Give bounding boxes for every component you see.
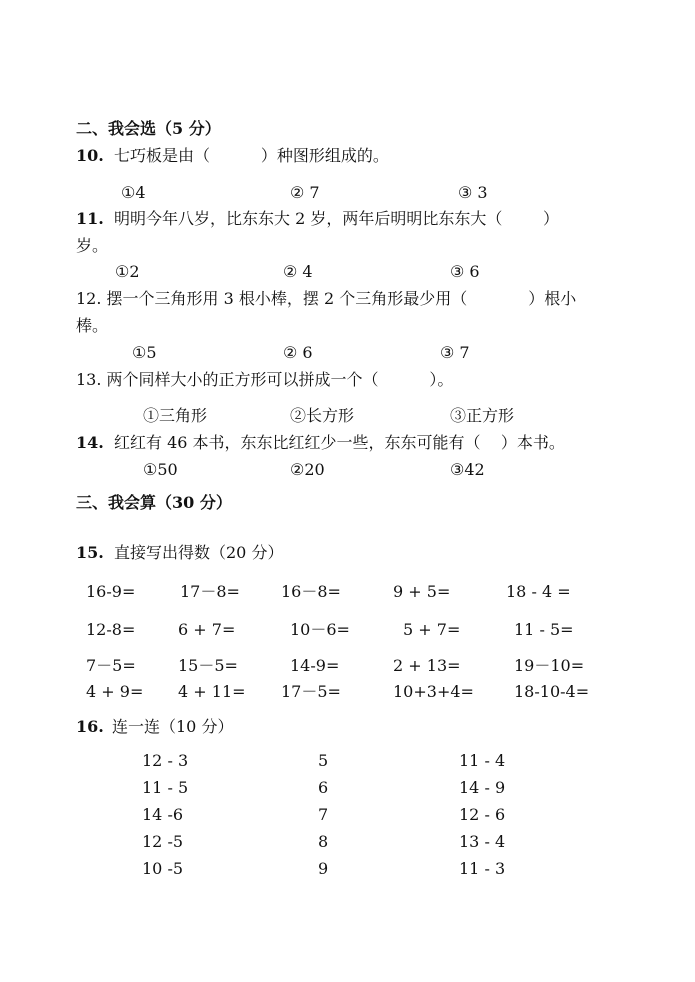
- q11-option-3: ③ 6: [450, 262, 480, 281]
- q10-number: 10.: [76, 146, 104, 165]
- q14-text: 红红有 46 本书，东东比红红少一些，东东可能有（ ）本书。: [114, 433, 565, 452]
- section3-heading: 三、我会算（30 分）: [76, 493, 232, 512]
- calc-item: 19－10=: [514, 656, 585, 675]
- q14-option-2: ②20: [290, 460, 325, 479]
- match-middle-item: 6: [318, 778, 329, 797]
- match-middle-item: 5: [318, 751, 329, 770]
- q13-option-1: ①三角形: [143, 406, 208, 425]
- calc-item: 6 + 7=: [178, 620, 236, 639]
- calc-item: 10－6=: [290, 620, 350, 639]
- calc-item: 2 + 13=: [393, 656, 461, 675]
- calc-item: 18 - 4 =: [506, 582, 571, 601]
- q11-text: 明明今年八岁，比东东大 2 岁，两年后明明比东东大（ ）: [114, 209, 560, 228]
- calc-item: 15－5=: [178, 656, 238, 675]
- q10-option-3: ③ 3: [458, 183, 488, 202]
- match-middle-item: 7: [318, 805, 329, 824]
- q12-option-3: ③ 7: [440, 343, 470, 362]
- q14-number: 14.: [76, 433, 104, 452]
- match-middle-item: 8: [318, 832, 329, 851]
- q12-option-2: ② 6: [283, 343, 313, 362]
- q11-option-1: ①2: [115, 262, 140, 281]
- match-middle-item: 9: [318, 859, 329, 878]
- q15-title: 直接写出得数（20 分）: [114, 543, 284, 562]
- calc-item: 9 + 5=: [393, 582, 451, 601]
- calc-item: 18-10-4=: [514, 682, 590, 701]
- calc-item: 10+3+4=: [393, 682, 474, 701]
- q14-option-1: ①50: [143, 460, 178, 479]
- calc-item: 16-9=: [86, 582, 136, 601]
- calc-item: 12-8=: [86, 620, 136, 639]
- q11-text-cont: 岁。: [76, 236, 109, 255]
- q16-number: 16.: [76, 717, 104, 736]
- match-right-item: 11 - 4: [459, 751, 506, 770]
- calc-item: 17－5=: [281, 682, 341, 701]
- calc-item: 11 - 5=: [514, 620, 574, 639]
- match-left-item: 12 -5: [142, 832, 184, 851]
- q10-text: 七巧板是由（ ）种图形组成的。: [114, 146, 389, 165]
- q13-option-3: ③正方形: [450, 406, 515, 425]
- calc-item: 7－5=: [86, 656, 136, 675]
- q10-option-1: ①4: [121, 183, 146, 202]
- q12-text-cont: 棒。: [76, 316, 109, 335]
- q13-text: 13. 两个同样大小的正方形可以拼成一个（ ）。: [76, 370, 454, 389]
- section2-heading: 二、我会选（5 分）: [76, 119, 221, 138]
- q13-option-2: ②长方形: [290, 406, 355, 425]
- calc-item: 16－8=: [281, 582, 341, 601]
- calc-item: 5 + 7=: [403, 620, 461, 639]
- calc-item: 17－8=: [180, 582, 240, 601]
- calc-item: 4 + 11=: [178, 682, 246, 701]
- match-left-item: 11 - 5: [142, 778, 189, 797]
- match-left-item: 12 - 3: [142, 751, 189, 770]
- q11-option-2: ② 4: [283, 262, 313, 281]
- calc-item: 14-9=: [290, 656, 340, 675]
- match-left-item: 10 -5: [142, 859, 184, 878]
- match-right-item: 12 - 6: [459, 805, 506, 824]
- match-right-item: 11 - 3: [459, 859, 506, 878]
- q10-option-2: ② 7: [290, 183, 320, 202]
- q14-option-3: ③42: [450, 460, 485, 479]
- q16-title: 连一连（10 分）: [112, 717, 234, 736]
- calc-item: 4 + 9=: [86, 682, 144, 701]
- q12-text: 12. 摆一个三角形用 3 根小棒，摆 2 个三角形最少用（ ）根小: [76, 289, 577, 308]
- match-right-item: 14 - 9: [459, 778, 506, 797]
- q11-number: 11.: [76, 209, 104, 228]
- match-right-item: 13 - 4: [459, 832, 506, 851]
- q12-option-1: ①5: [132, 343, 157, 362]
- match-left-item: 14 -6: [142, 805, 184, 824]
- q15-number: 15.: [76, 543, 104, 562]
